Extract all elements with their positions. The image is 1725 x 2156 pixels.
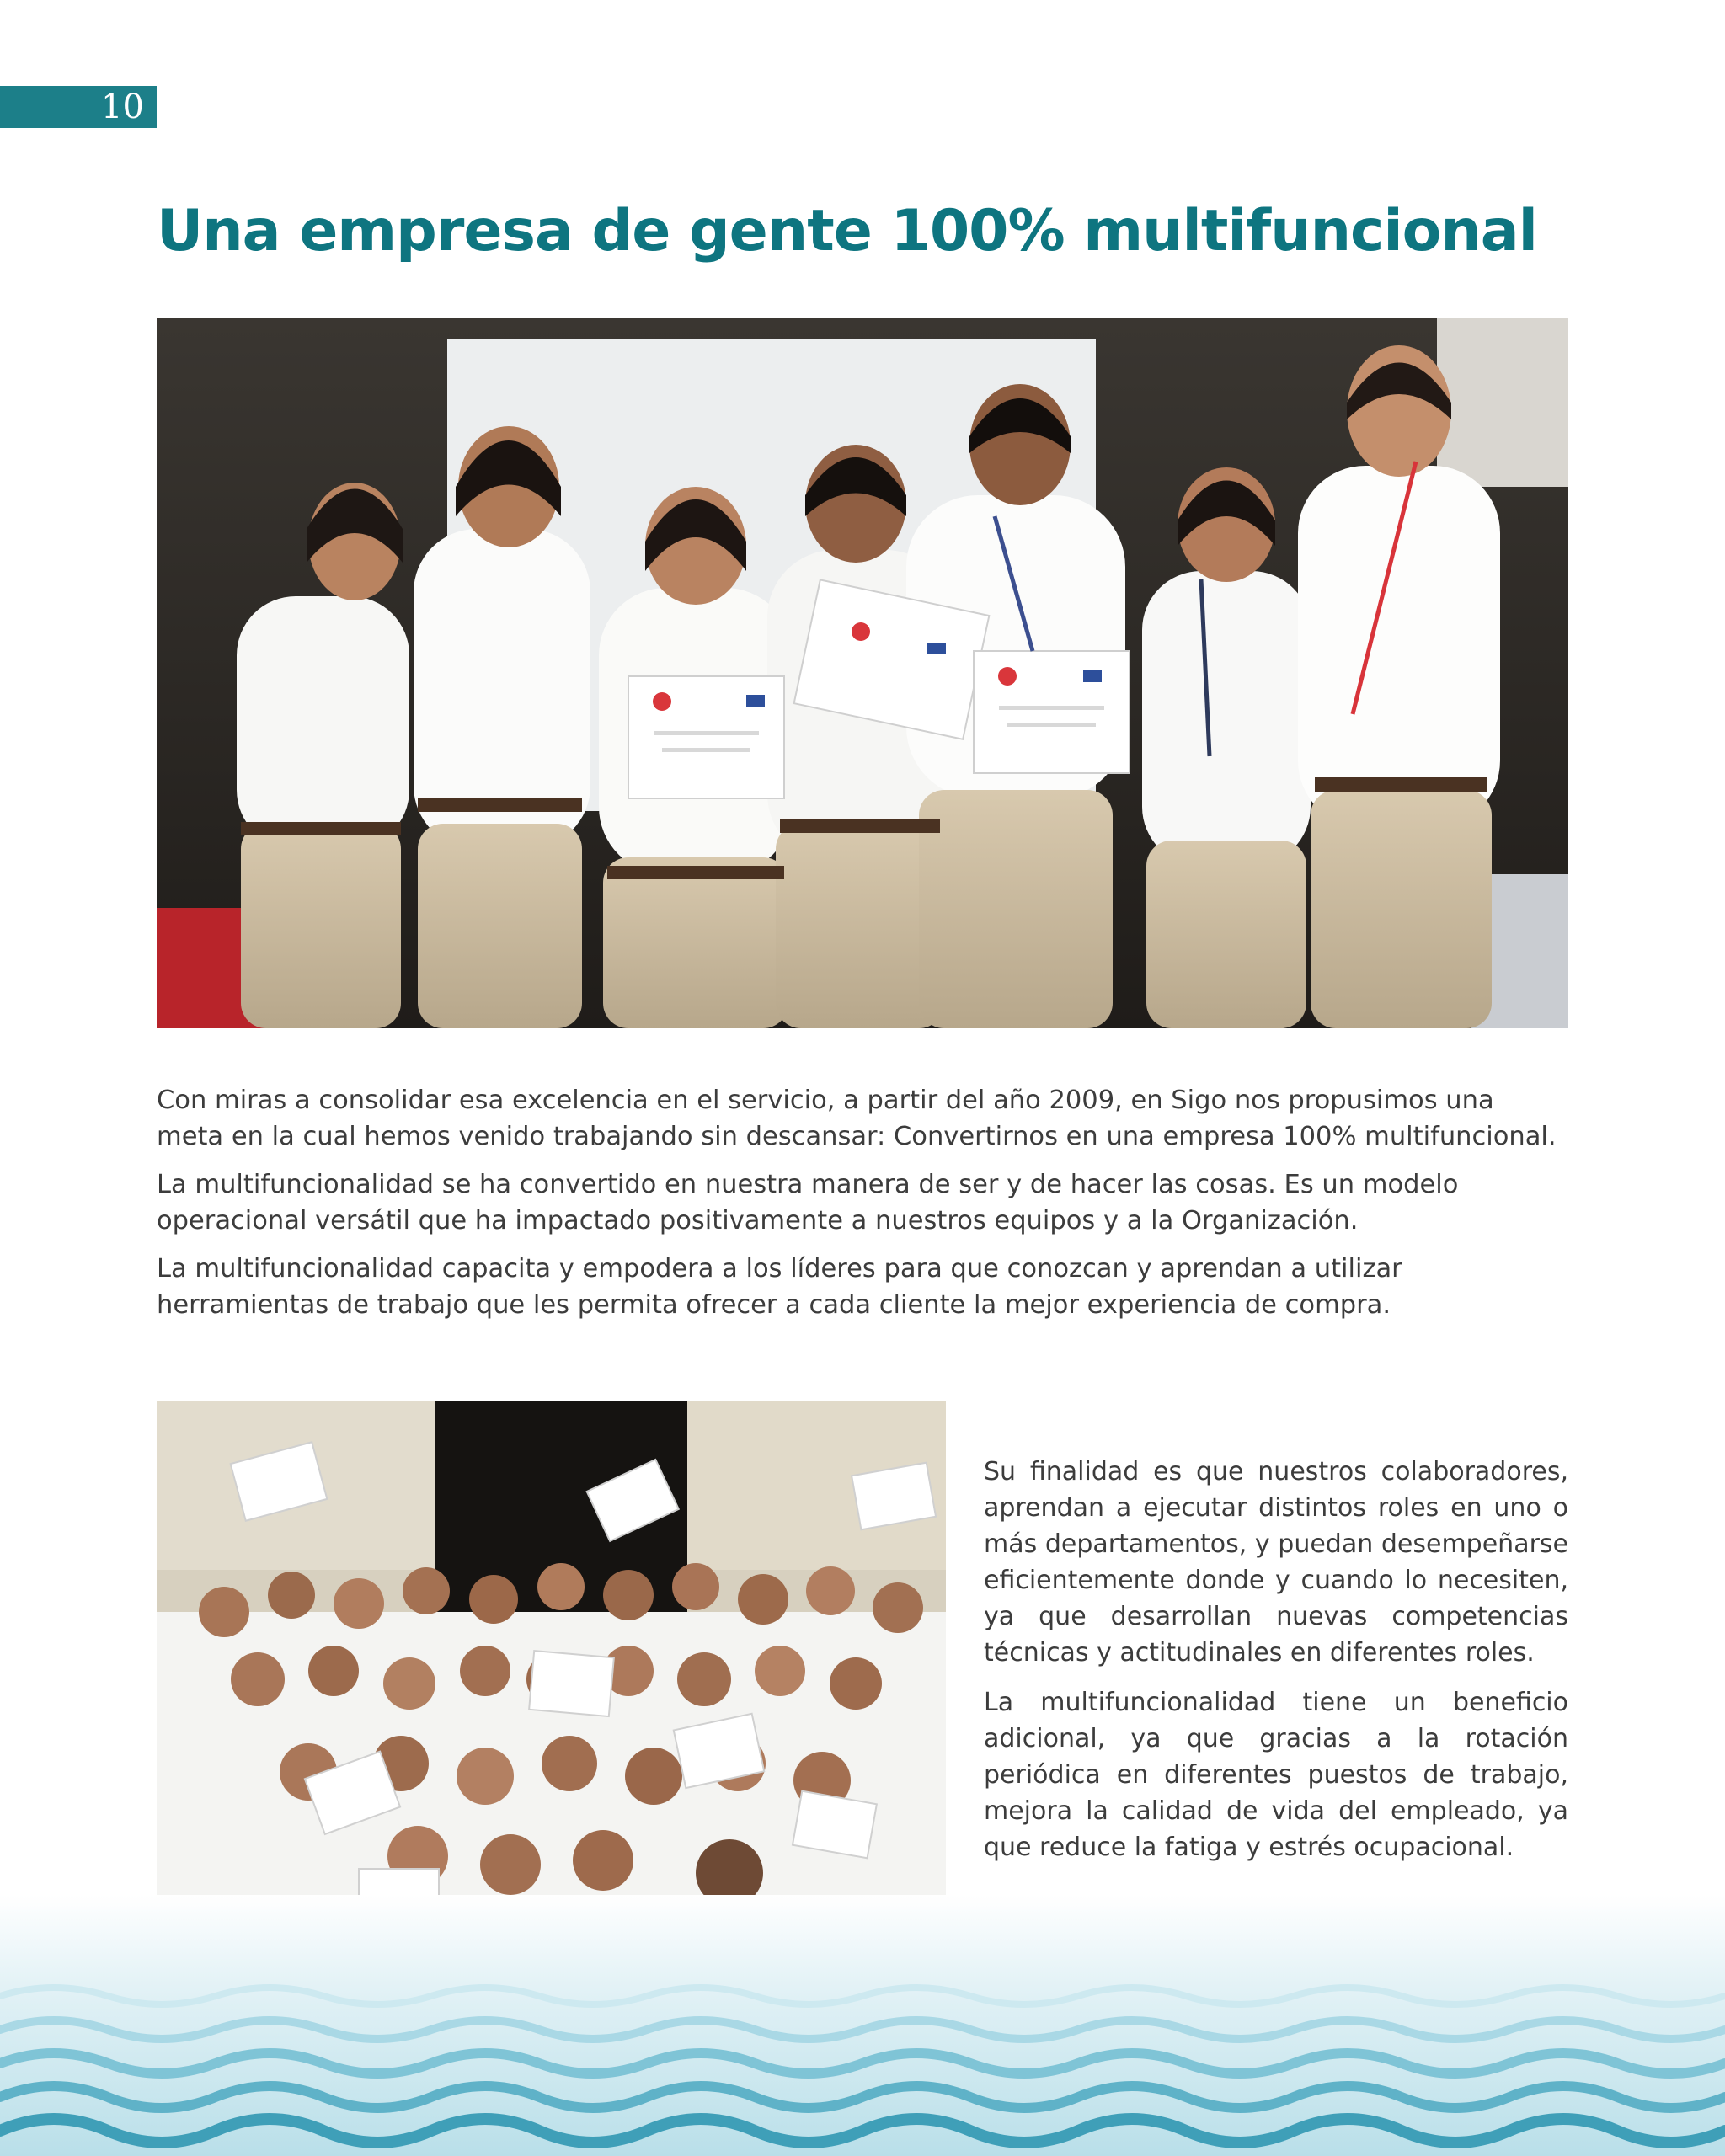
side-paragraph: Su finalidad es que nuestros colaboradores, aprendan a ejecutar distintos roles en uno o más departamentos, y puedan desempeñarse eficientemente donde y cuando lo necesiten, ya que desarrollan nuevas competencias técnicas y actitudinales en diferentes roles. <box>984 1457 1568 1668</box>
graduates-group-photo-image <box>157 1401 946 1921</box>
intro-paragraph: Con miras a consolidar esa excelencia en el servicio, a partir del año 2009, en Sigo nos propusimos una meta en la cual hemos venido trabajando sin descansar: Convertirnos en una empresa 100% multifuncional. <box>157 1086 1557 1151</box>
intro-paragraph: La multifuncionalidad se ha convertido en nuestra manera de ser y de hacer las cosas. Es un modelo operacional versátil que ha impactado positivamente a nuestros equipos y a la Organización. <box>157 1170 1459 1235</box>
graduates-group-photo <box>157 1401 946 1921</box>
page-number-tab <box>0 86 157 128</box>
team-certificates-photo-image <box>157 318 1568 1028</box>
intro-text <box>157 1082 1568 1335</box>
page-number: 10 <box>101 88 144 126</box>
side-paragraph: La multifuncionalidad tiene un beneficio adicional, ya que gracias a la rotación periódica en diferentes puestos de trabajo, mejora la calidad de vida del empleado, ya que reduce la fatiga y estrés ocupacional. <box>984 1688 1568 1862</box>
wave-pattern <box>0 1895 1725 2156</box>
wave-footer-decoration <box>0 1895 1725 2156</box>
side-text <box>984 1454 1568 1879</box>
page-title: Una empresa de gente 100% multifuncional <box>157 198 1537 264</box>
intro-paragraph: La multifuncionalidad capacita y empodera a los líderes para que conozcan y aprendan a utilizar herramientas de trabajo que les permita ofrecer a cada cliente la mejor experiencia de compra. <box>157 1254 1402 1320</box>
team-certificates-photo <box>157 318 1568 1028</box>
